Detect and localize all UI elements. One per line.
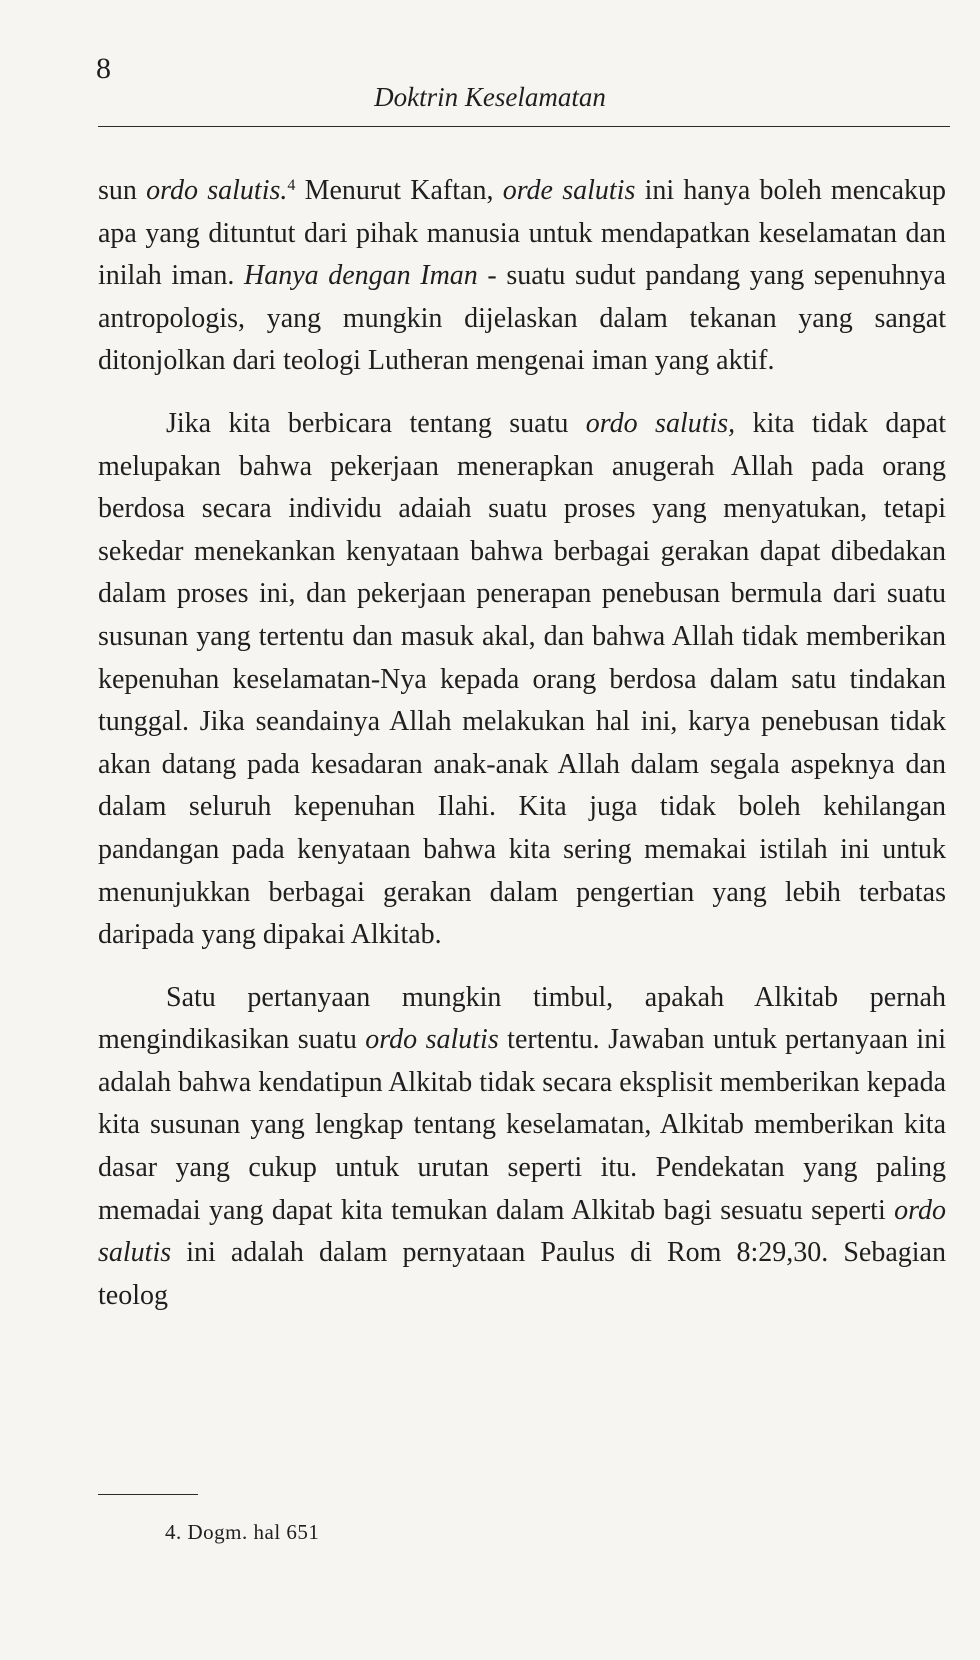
running-title: Doktrin Keselamatan bbox=[374, 82, 606, 112]
p3-text-1: Satu pertanyaan mungkin timbul, apakah Alkitab pernah mengindikasikan suatu bbox=[98, 981, 946, 1056]
p3-italic-ordo-salutis-2: ordo salutis bbox=[98, 1194, 946, 1269]
body-text bbox=[98, 170, 946, 1317]
p3-italic-ordo-salutis-1: ordo salutis bbox=[365, 1024, 499, 1056]
p1-text-4: - suatu sudut pandang yang sepenuhnya antropologis, yang mungkin dijelaskan dalam tekanan yang sangat ditonjolkan dari teologi Lutheran mengenai iman yang aktif. bbox=[98, 260, 946, 377]
footnote-ref-4: 4 bbox=[287, 177, 296, 194]
p1-italic-hanya-dengan-iman: Hanya dengan Iman bbox=[243, 260, 478, 292]
p1-italic-orde-salutis: orde salutis bbox=[502, 175, 636, 206]
p3-text-3: ini adalah dalam pernyataan Paulus di Rom 8:29,30. Sebagian teolog bbox=[98, 1237, 946, 1311]
footnote: 4. Dogm. hal 651 bbox=[165, 1520, 320, 1544]
p1-text-3: ini hanya boleh mencakup apa yang dituntut dari pihak manusia untuk mendapatkan keselamatan dan inilah iman. bbox=[98, 175, 946, 292]
p1-text-1: sun bbox=[98, 175, 147, 206]
paragraph-1 bbox=[98, 170, 946, 383]
paragraph-2 bbox=[98, 403, 946, 957]
footnote-rule bbox=[98, 1494, 198, 1495]
p3-text-2: tertentu. Jawaban untuk pertanyaan ini adalah bahwa kendatipun Alkitab tidak secara eksplisit memberikan kepada kita susunan yang lengkap tentang keselamatan, Alkitab memberikan kita dasar yang cukup untuk urutan seperti itu. Pendekatan yang paling memadai yang dapat kita temukan dalam Alkitab bagi sesuatu seperti bbox=[98, 1024, 946, 1226]
p2-text-1: Jika kita berbicara tentang suatu bbox=[166, 407, 586, 439]
p1-text-2: Menurut Kaftan, bbox=[295, 175, 503, 206]
page-number: 8 bbox=[96, 52, 111, 85]
paragraph-3 bbox=[98, 977, 946, 1318]
p2-text-2: kita tidak dapat melupakan bahwa pekerjaan menerapkan anugerah Allah pada orang berdosa secara individu adaiah suatu proses yang menyatukan, tetapi sekedar menekankan kenyataan bahwa berbagai gerakan dapat dibedakan dalam proses ini, dan pekerjaan penerapan penebusan bermula dari suatu susunan yang tertentu dan masuk akal, dan bahwa Allah tidak memberikan kepenuhan keselamatan-Nya kepada orang berdosa dalam satu tindakan tunggal. Jika seandainya Allah melakukan hal ini, karya penebusan tidak akan datang pada kesadaran anak-anak Allah dalam segala aspeknya dan dalam seluruh kepenuhan Ilahi. Kita juga tidak boleh kehilangan pandangan pada kenyataan bahwa kita sering memakai istilah ini untuk menunjukkan berbagai gerakan dalam pengertian yang lebih terbatas daripada yang dipakai Alkitab. bbox=[98, 407, 947, 951]
p1-italic-ordo-salutis: ordo salutis. bbox=[146, 175, 288, 206]
p2-italic-ordo-salutis: ordo salutis, bbox=[585, 407, 736, 439]
header-rule bbox=[98, 126, 950, 127]
